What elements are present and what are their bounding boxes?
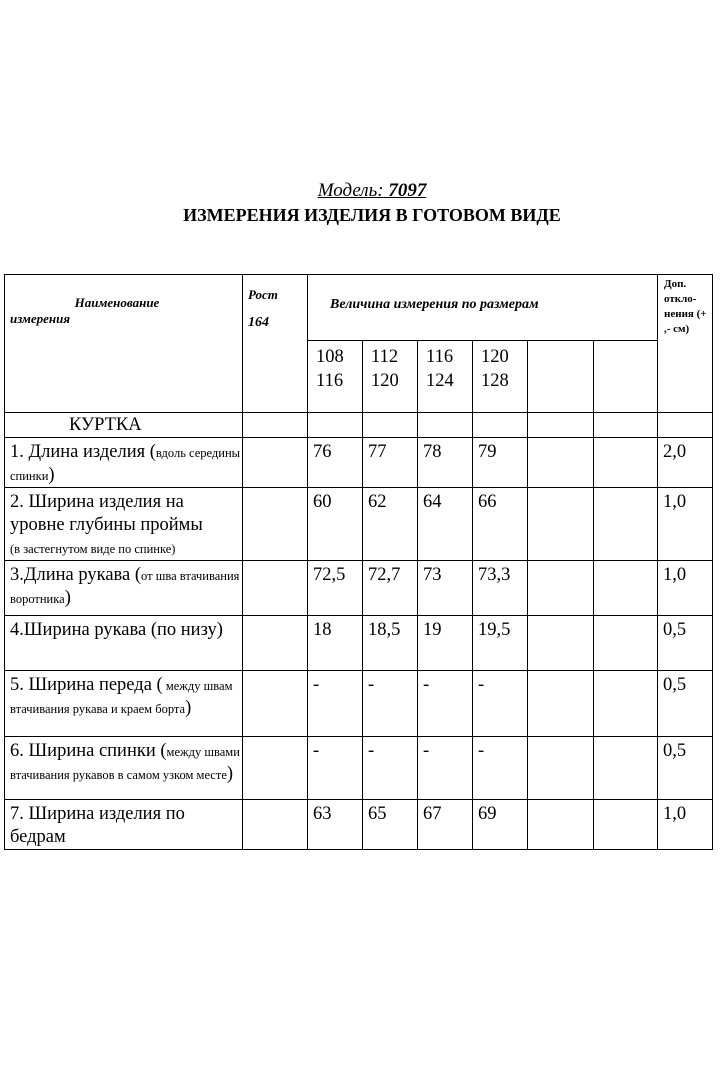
size-value-cell: 79 (473, 438, 528, 488)
deviation-cell: 0,5 (658, 737, 713, 800)
size-value-cell (594, 616, 658, 671)
measure-name-close: ) (226, 764, 234, 784)
size-value-cell: - (418, 671, 473, 737)
empty-cell (363, 413, 418, 438)
size-value: 116 (316, 371, 344, 391)
size-value-cell (594, 438, 658, 488)
size-value-cell (594, 737, 658, 800)
measure-name-main: 7. Ширина изделия по бедрам (10, 804, 185, 847)
deviation-cell: 2,0 (658, 438, 713, 488)
measure-name-note: (в застегнутом виде по спинке) (10, 542, 176, 556)
size-value-cell: 65 (363, 800, 418, 850)
model-line (0, 180, 720, 202)
measure-name (5, 800, 243, 850)
table-row (5, 671, 713, 737)
size-value-cell: - (473, 737, 528, 800)
size-value: 128 (481, 371, 509, 391)
size-cell (418, 341, 473, 413)
table-row (5, 561, 713, 616)
measure-name-main: 2. Ширина изделия на уровне глубины проймы (10, 492, 203, 535)
size-value-cell: 72,5 (308, 561, 363, 616)
size-cell (308, 341, 363, 413)
deviation-cell: 1,0 (658, 561, 713, 616)
size-value-cell (528, 488, 594, 561)
measure-name-note: от шва втачивания воротника (10, 569, 240, 606)
size-value-cell: 73 (418, 561, 473, 616)
size-value: 124 (426, 371, 454, 391)
size-value-cell (594, 800, 658, 850)
measure-name (5, 561, 243, 616)
height-cell (243, 737, 308, 800)
size-value-cell (594, 671, 658, 737)
size-value-cell: 77 (363, 438, 418, 488)
size-cell (528, 341, 594, 413)
deviation-cell: 1,0 (658, 488, 713, 561)
measure-name-close: ) (64, 588, 71, 608)
size-value: 120 (481, 347, 509, 367)
column-header-deviation: Доп. откло-нения (+ ,- см) (658, 275, 713, 413)
table-row (5, 800, 713, 850)
size-value-cell (528, 438, 594, 488)
measure-name (5, 438, 243, 488)
size-value-cell: 18 (308, 616, 363, 671)
model-label: Модель: (317, 180, 384, 201)
size-value-cell: 67 (418, 800, 473, 850)
size-value-cell: - (363, 737, 418, 800)
empty-cell (308, 413, 363, 438)
size-value-cell: 18,5 (363, 616, 418, 671)
header-row (5, 275, 713, 341)
measure-name (5, 671, 243, 737)
size-value-cell (528, 561, 594, 616)
size-cell (363, 341, 418, 413)
measure-name-main: 1. Длина изделия ( (10, 442, 156, 462)
table-row (5, 438, 713, 488)
empty-cell (658, 413, 713, 438)
size-value-cell: 64 (418, 488, 473, 561)
measure-name-note: между швам втачивания рукава и краем борта (10, 679, 233, 716)
size-value-cell: 19,5 (473, 616, 528, 671)
size-value-cell (528, 737, 594, 800)
height-label: Рост (248, 287, 278, 302)
measure-name-close: ) (48, 465, 55, 485)
column-header-name-line2: измерения (10, 311, 71, 326)
measure-name (5, 616, 243, 671)
measure-name-note: вдоль середины спинки (10, 446, 241, 483)
size-value-cell: 69 (473, 800, 528, 850)
size-value: 116 (426, 347, 454, 367)
deviation-cell: 0,5 (658, 616, 713, 671)
size-value: 120 (371, 371, 399, 391)
size-value-cell: 60 (308, 488, 363, 561)
size-value-cell: - (473, 671, 528, 737)
size-value-cell: - (308, 737, 363, 800)
measure-name-note: между швами втачивания рукавов в самом узком месте (10, 745, 240, 782)
measure-name-main: 3.Длина рукава ( (10, 565, 142, 585)
size-value-cell: 63 (308, 800, 363, 850)
size-value-cell: 73,3 (473, 561, 528, 616)
size-value-cell: - (308, 671, 363, 737)
measure-name (5, 488, 243, 561)
section-row (5, 413, 713, 438)
size-cell (594, 341, 658, 413)
size-value: 108 (316, 347, 344, 367)
empty-cell (243, 413, 308, 438)
table-row (5, 737, 713, 800)
height-cell (243, 671, 308, 737)
size-value-cell (528, 616, 594, 671)
height-cell (243, 616, 308, 671)
size-value-cell (594, 488, 658, 561)
size-value-cell: - (418, 737, 473, 800)
size-value-cell (594, 561, 658, 616)
empty-cell (528, 413, 594, 438)
height-cell (243, 561, 308, 616)
deviation-cell: 1,0 (658, 800, 713, 850)
size-value-cell: 19 (418, 616, 473, 671)
height-cell (243, 438, 308, 488)
column-header-name (5, 275, 243, 413)
height-cell (243, 488, 308, 561)
measure-name (5, 737, 243, 800)
size-value-cell: 76 (308, 438, 363, 488)
measure-name-main: 5. Ширина переда ( (10, 675, 163, 695)
column-header-name-line1: Наименование (74, 295, 160, 310)
table-row (5, 488, 713, 561)
column-header-sizes: Величина измерения по размерам (308, 275, 658, 341)
measure-name-main: 4.Ширина рукава (по низу) (10, 620, 223, 640)
size-value: 112 (371, 347, 399, 367)
section-title: КУРТКА (5, 413, 243, 438)
size-value-cell: 62 (363, 488, 418, 561)
empty-cell (594, 413, 658, 438)
measure-name-close: ) (185, 698, 192, 718)
size-value-cell: 72,7 (363, 561, 418, 616)
size-value-cell: 66 (473, 488, 528, 561)
empty-cell (473, 413, 528, 438)
document-title: ИЗМЕРЕНИЯ ИЗДЕЛИЯ В ГОТОВОМ ВИДЕ (183, 205, 561, 225)
model-number: 7097 (388, 180, 427, 201)
measure-name-main: 6. Ширина спинки ( (10, 741, 167, 761)
deviation-cell: 0,5 (658, 671, 713, 737)
height-value: 164 (248, 315, 269, 330)
size-value-cell (528, 800, 594, 850)
size-value-cell: 78 (418, 438, 473, 488)
size-cell (473, 341, 528, 413)
column-header-height (243, 275, 308, 413)
size-value-cell: - (363, 671, 418, 737)
table-row (5, 616, 713, 671)
empty-cell (418, 413, 473, 438)
height-cell (243, 800, 308, 850)
size-value-cell (528, 671, 594, 737)
measurement-table (4, 274, 713, 850)
